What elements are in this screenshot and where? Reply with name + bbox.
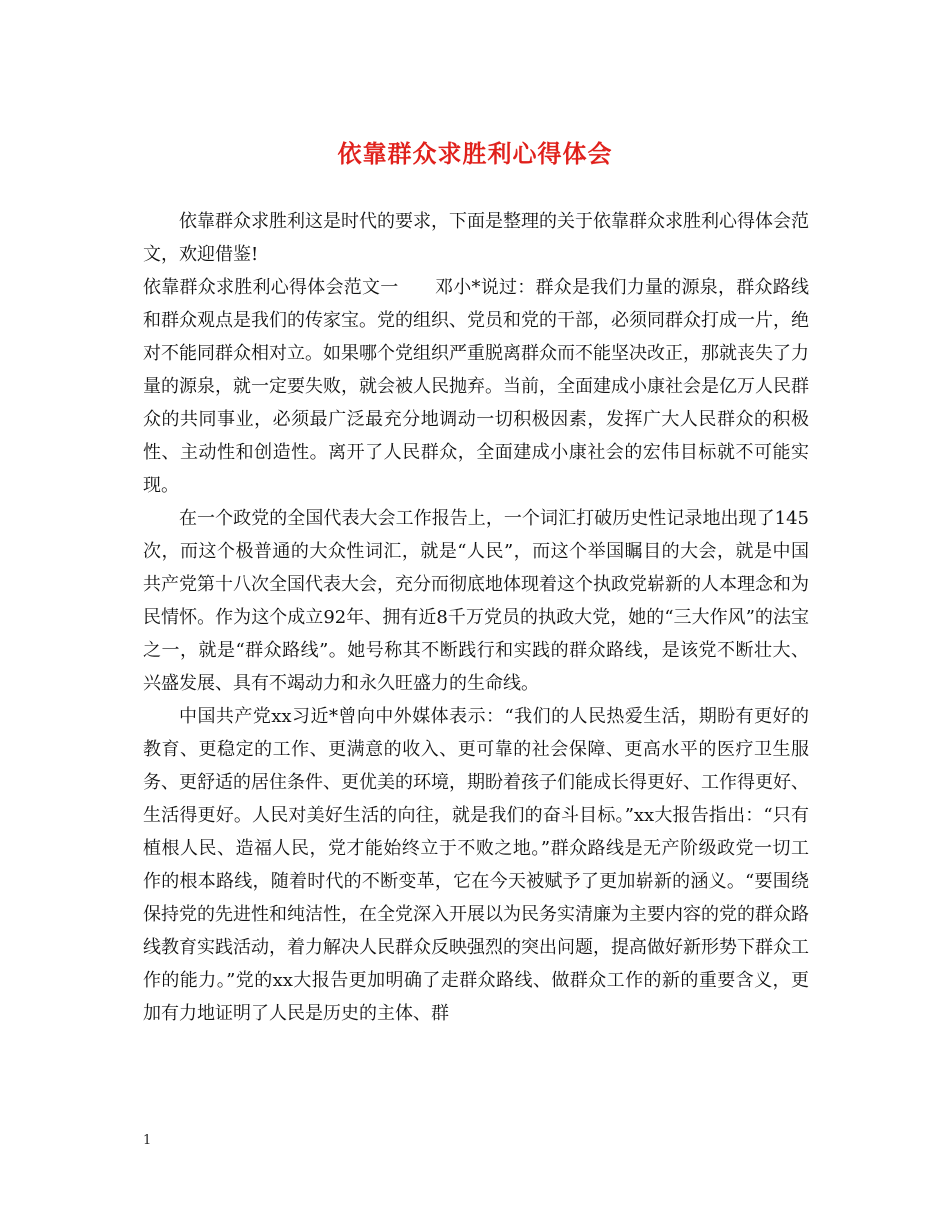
paragraph-intro: 依靠群众求胜利这是时代的要求，下面是整理的关于依靠群众求胜利心得体会范文，欢迎借鉴! (143, 211, 809, 265)
document-title: 依靠群众求胜利心得体会 (337, 140, 613, 168)
document-body (143, 205, 809, 1030)
paragraph-essay-one: 依靠群众求胜利心得体会范文一 邓小*说过：群众是我们力量的源泉，群众路线和群众观点是我们的传家宝。党的组织、党员和党的干部，必须同群众打成一片，绝对不能同群众相对立。如果哪个党组织严重脱离群众而不能坚决改正，那就丧失了力量的源泉，就一定要失败，就会被人民抛弃。当前，全面建成小康社会是亿万人民群众的共同事业，必须最广泛最充分地调动一切积极因素，发挥广大人民群众的积极性、主动性和创造性。离开了人民群众，全面建成小康社会的宏伟目标就不可能实现。 (143, 277, 809, 496)
paragraph-congress-report: 在一个政党的全国代表大会工作报告上，一个词汇打破历史性记录地出现了145次，而这个极普通的大众性词汇，就是“人民”，而这个举国瞩目的大会，就是中国共产党第十八次全国代表大会，充分而彻底地体现着这个执政党崭新的人本理念和为民情怀。作为这个成立92年、拥有近8千万党员的执政大党，她的“三大作风”的法宝之一，就是“群众路线”。她号称其不断践行和实践的群众路线，是该党不断壮大、兴盛发展、具有不竭动力和永久旺盛力的生命线。 (143, 508, 809, 694)
paragraph-mass-line: 中国共产党xx习近*曾向中外媒体表示：“我们的人民热爱生活，期盼有更好的教育、更稳定的工作、更满意的收入、更可靠的社会保障、更高水平的医疗卫生服务、更舒适的居住条件、更优美的环境，期盼着孩子们能成长得更好、工作得更好、生活得更好。人民对美好生活的向往，就是我们的奋斗目标。”xx大报告指出：“只有植根人民、造福人民，党才能始终立于不败之地。”群众路线是无产阶级政党一切工作的根本路线，随着时代的不断变革，它在今天被赋予了更加崭新的涵义。“要围绕保持党的先进性和纯洁性，在全党深入开展以为民务实清廉为主要内容的党的群众路线教育实践活动，着力解决人民群众反映强烈的突出问题，提高做好新形势下群众工作的能力。”党的xx大报告更加明确了走群众路线、做群众工作的新的重要含义，更加有力地证明了人民是历史的主体、群 (143, 706, 809, 1024)
page-number: 1 (143, 1133, 152, 1148)
